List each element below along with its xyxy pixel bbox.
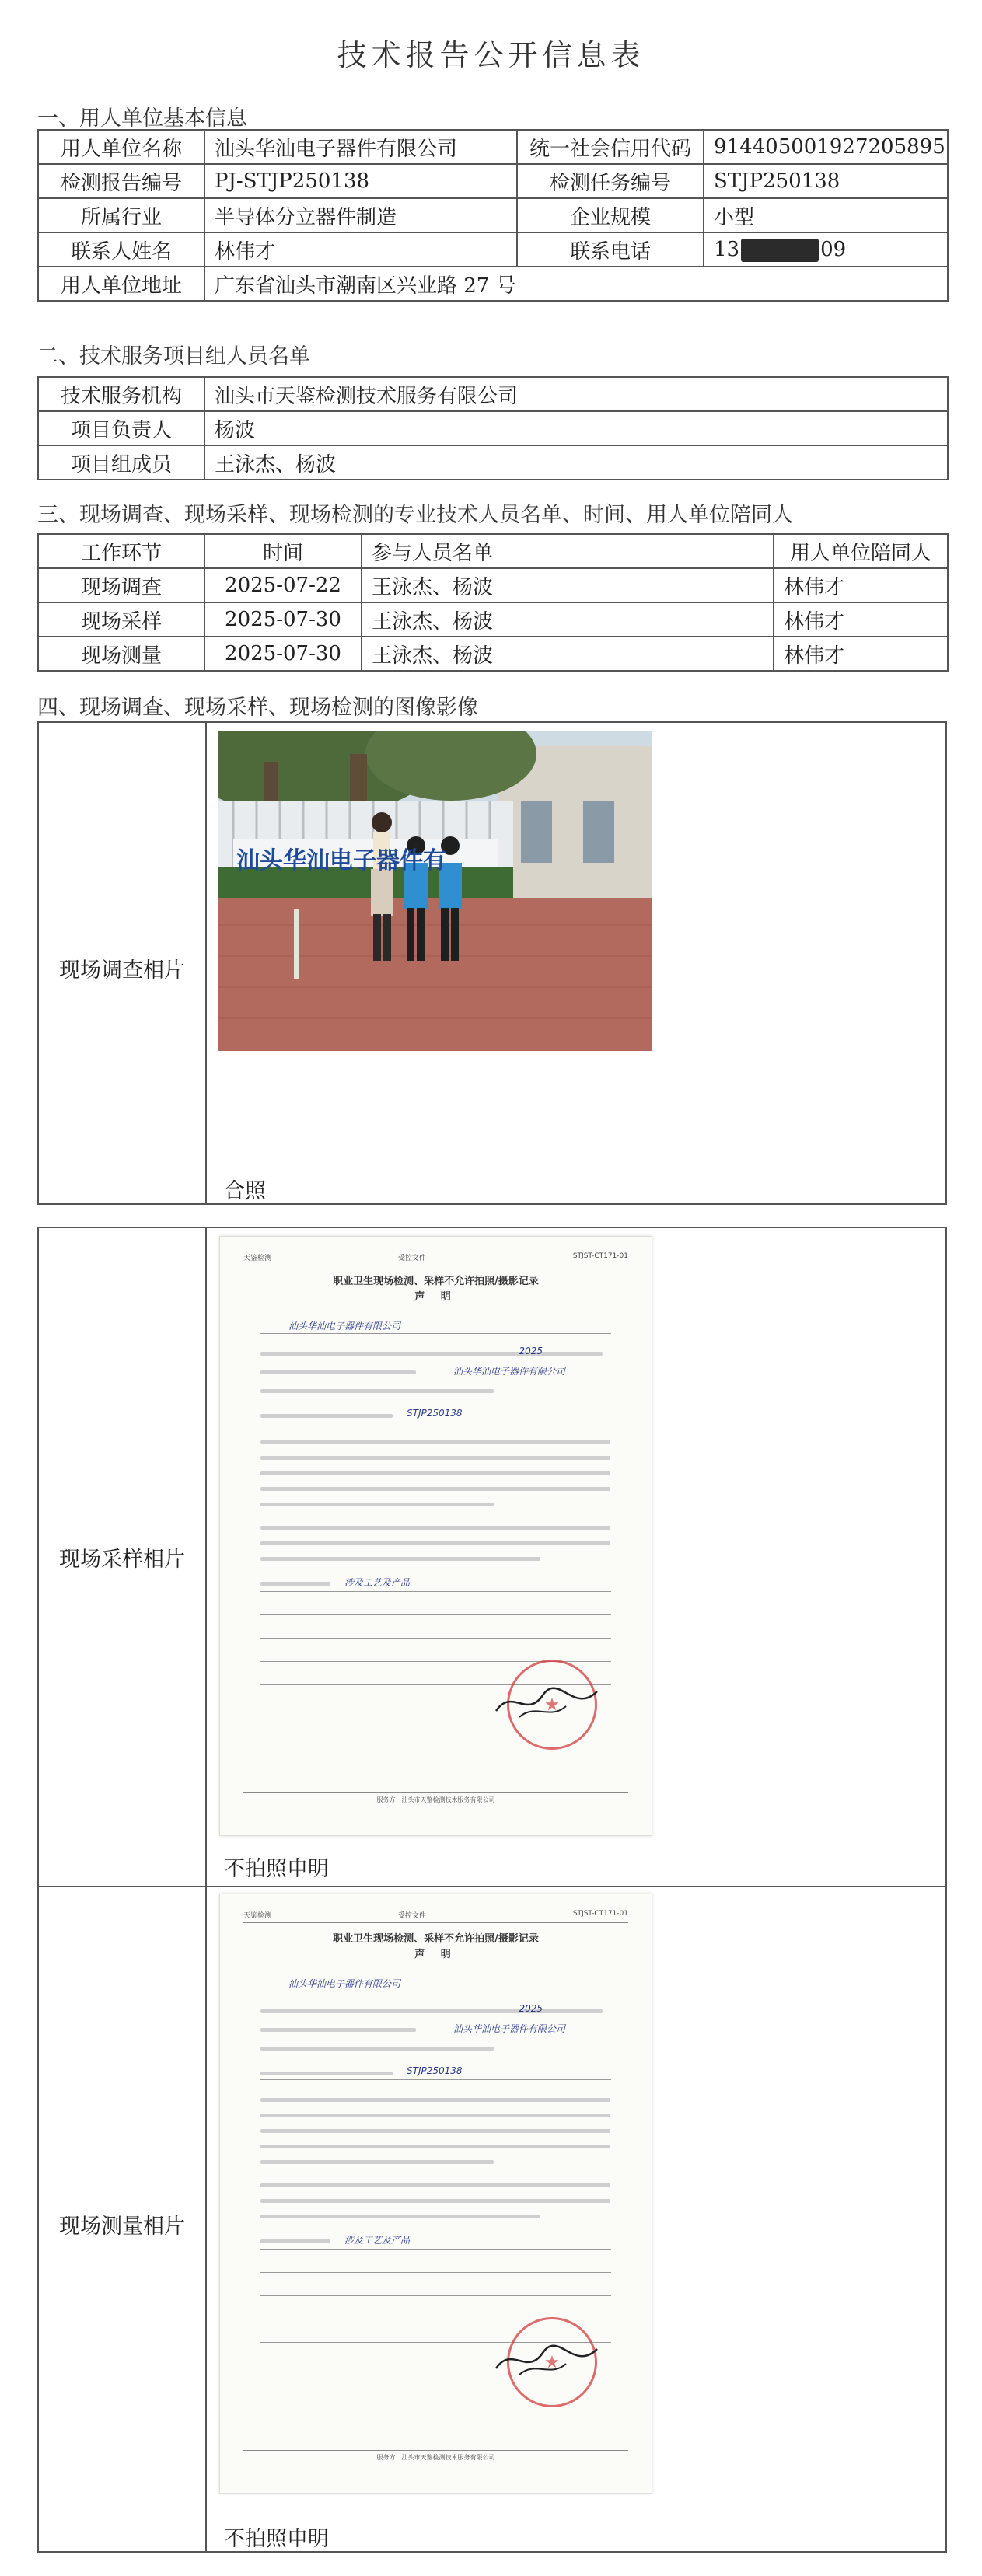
handwritten-signature: [488, 1680, 605, 1726]
participants-cell: 王泳杰、杨波: [362, 568, 774, 602]
handwritten-company: 汕头华汕电子器件有限公司: [288, 1978, 401, 1989]
section4-heading: 四、现场调查、现场采样、现场检测的图像影像: [37, 696, 478, 720]
phone-value: [704, 232, 948, 267]
handwritten-company-2: 汕头华汕电子器件有限公司: [453, 1366, 566, 1377]
measuring-photo-label: 现场测量相片: [59, 2215, 185, 2239]
contact-name-label: 联系人姓名: [38, 232, 204, 267]
escort-cell: 林伟才: [774, 568, 948, 602]
table-row: [38, 198, 948, 232]
table-row: [38, 164, 948, 198]
phone-label: 联系电话: [517, 232, 704, 267]
personnel-table: [37, 533, 949, 672]
table-row: [38, 637, 948, 671]
table-header-row: [38, 534, 948, 568]
handwritten-reason: 涉及工艺及产品: [344, 2235, 411, 2246]
report-no-label: 检测报告编号: [38, 164, 204, 198]
redaction-mask: [741, 239, 819, 262]
column-divider: [205, 1228, 207, 2551]
leader-value: 杨波: [204, 411, 948, 445]
task-no-label: 检测任务编号: [517, 164, 704, 198]
group-photo-scene: [218, 731, 652, 1051]
handwritten-task-no: STJP250138: [407, 1408, 463, 1419]
company-name-value: 汕头华汕电子器件有限公司: [204, 130, 517, 164]
survey-photo-label: 现场调查相片: [59, 958, 185, 983]
handwritten-reason: 涉及工艺及产品: [344, 1577, 411, 1588]
stage-cell: 现场测量: [38, 637, 204, 671]
phone-suffix: 09: [820, 237, 847, 261]
industry-value: 半导体分立器件制造: [204, 198, 517, 232]
measuring-photo-caption: 不拍照申明: [224, 2527, 329, 2551]
agency-value: 汕头市天鉴检测技术服务有限公司: [204, 377, 948, 411]
escort-cell: 林伟才: [774, 637, 948, 671]
doc-title: 职业卫生现场检测、采样不允许拍照/摄影记录: [333, 1933, 539, 1945]
leader-label: 项目负责人: [38, 411, 204, 445]
row-divider: [39, 1886, 945, 1887]
doc-footer: 服务方：汕头市天鉴检测技术服务有限公司: [243, 1792, 628, 1804]
table-row: [38, 377, 948, 411]
participants-cell: 王泳杰、杨波: [362, 602, 774, 637]
survey-photo-caption: 合照: [224, 1179, 266, 1203]
phone-prefix: 13: [714, 237, 740, 261]
section2-heading: 二、技术服务项目组人员名单: [37, 344, 310, 368]
table-row: [38, 602, 948, 637]
col-header-time: 时间: [204, 534, 362, 568]
credit-code-label: 统一社会信用代码: [517, 130, 704, 164]
table-row: [38, 411, 948, 445]
table-row: [38, 568, 948, 602]
doc-header-right: STJST-CT171-01: [572, 1910, 628, 1918]
report-no-value: PJ-STJP250138: [204, 164, 517, 198]
participants-cell: 王泳杰、杨波: [362, 637, 774, 671]
page-title: 技术报告公开信息表: [337, 38, 645, 72]
members-value: 王泳杰、杨波: [204, 445, 948, 480]
escort-cell: 林伟才: [774, 602, 948, 637]
stage-cell: 现场采样: [38, 602, 204, 637]
handwritten-task-no: STJP250138: [407, 2065, 463, 2076]
industry-label: 所属行业: [38, 198, 204, 232]
stage-cell: 现场调查: [38, 568, 204, 602]
column-divider: [205, 723, 207, 1203]
sampling-declaration-doc: [219, 1236, 652, 1836]
handwritten-company-2: 汕头华汕电子器件有限公司: [453, 2023, 566, 2034]
basic-info-table: [37, 129, 949, 302]
company-name-label: 用人单位名称: [38, 130, 204, 164]
address-value: 广东省汕头市潮南区兴业路 27 号: [204, 267, 948, 301]
handwritten-company: 汕头华汕电子器件有限公司: [288, 1321, 401, 1332]
doc-title: 职业卫生现场检测、采样不允许拍照/摄影记录: [333, 1276, 539, 1287]
scale-label: 企业规模: [517, 198, 704, 232]
handwritten-year: 2025: [519, 2003, 543, 2014]
doc-header-left: 天鉴检测: [243, 1912, 272, 1920]
doc-header-right: STJST-CT171-01: [572, 1252, 628, 1260]
table-row: [38, 130, 948, 164]
contact-name-value: 林伟才: [204, 232, 517, 267]
table-row: [38, 445, 948, 480]
doc-header-mid: 受控文件: [397, 1912, 426, 1920]
table-row: [38, 267, 948, 301]
sampling-photo-label: 现场采样相片: [59, 1548, 185, 1572]
credit-code-value: 914405001927205895: [704, 130, 948, 164]
handwritten-year: 2025: [519, 1346, 543, 1356]
time-cell: 2025-07-30: [204, 602, 362, 637]
doc-subtitle: 声 明: [414, 1949, 457, 1960]
section1-heading: 一、用人单位基本信息: [37, 106, 247, 131]
time-cell: 2025-07-30: [204, 637, 362, 671]
doc-subtitle: 声 明: [414, 1291, 457, 1303]
col-header-stage: 工作环节: [38, 534, 204, 568]
team-table: [37, 376, 949, 480]
doc-header-left: 天鉴检测: [243, 1255, 272, 1262]
doc-header-mid: 受控文件: [397, 1255, 426, 1262]
handwritten-signature: [488, 2337, 605, 2384]
group-photo: [218, 731, 652, 1051]
task-no-value: STJP250138: [704, 164, 948, 198]
measuring-declaration-doc: [219, 1894, 652, 2494]
table-row: [38, 232, 948, 267]
time-cell: 2025-07-22: [204, 568, 362, 602]
scale-value: 小型: [704, 198, 948, 232]
agency-label: 技术服务机构: [38, 377, 204, 411]
company-sign-text: 汕头华汕电子器件有: [236, 847, 446, 874]
section3-heading: 三、现场调查、现场采样、现场检测的专业技术人员名单、时间、用人单位陪同人: [37, 503, 793, 527]
sampling-photo-caption: 不拍照申明: [224, 1857, 329, 1881]
address-label: 用人单位地址: [38, 267, 204, 301]
col-header-escort: 用人单位陪同人: [774, 534, 948, 568]
col-header-participants: 参与人员名单: [362, 534, 774, 568]
doc-footer: 服务方：汕头市天鉴检测技术服务有限公司: [243, 2450, 628, 2462]
members-label: 项目组成员: [38, 445, 204, 480]
